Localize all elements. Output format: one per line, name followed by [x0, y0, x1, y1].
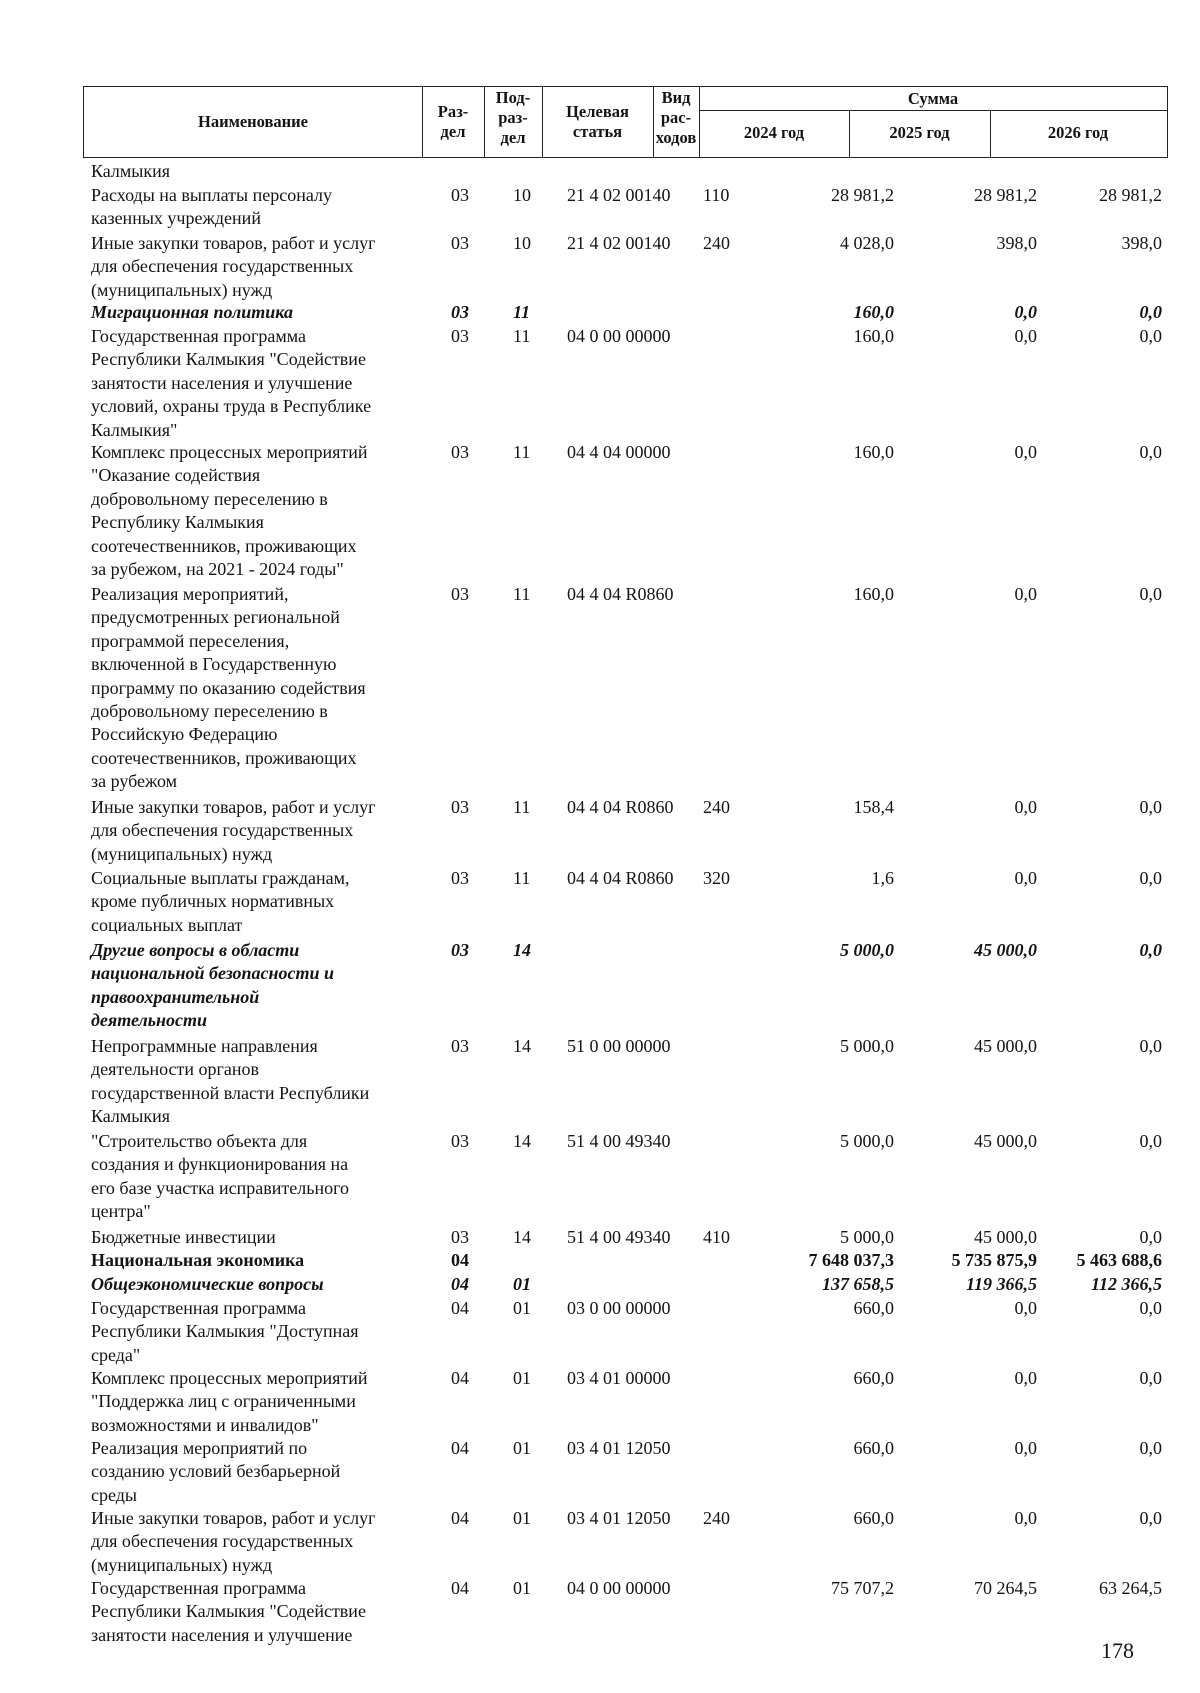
cell-y25: 119 366,5 — [965, 1274, 1037, 1294]
cell-sec: 03 — [451, 326, 469, 346]
header-2025: 2025 год — [889, 123, 950, 142]
cell-sub: 01 — [513, 1274, 531, 1294]
header-sum: Сумма — [907, 89, 959, 108]
cell-code: 03 0 00 00000 — [567, 1298, 671, 1318]
cell-sub: 10 — [513, 233, 531, 253]
cell-code: 04 0 00 00000 — [567, 326, 671, 346]
cell-y25: 28 981,2 — [974, 185, 1037, 205]
cell-y26: 0,0 — [1139, 302, 1162, 322]
row-name: Миграционная политика — [91, 302, 293, 322]
cell-y25: 0,0 — [1014, 868, 1037, 888]
cell-y25: 45 000,0 — [974, 1036, 1037, 1056]
cell-code: 03 4 01 12050 — [567, 1438, 671, 1458]
row-name: Бюджетные инвестиции — [91, 1227, 276, 1247]
cell-y26: 28 981,2 — [1099, 185, 1162, 205]
cell-y25: 45 000,0 — [974, 1131, 1037, 1151]
cell-y24: 137 658,5 — [822, 1274, 894, 1294]
cell-y25: 0,0 — [1014, 442, 1037, 462]
cell-y26: 398,0 — [1121, 233, 1162, 253]
cell-y26: 0,0 — [1139, 584, 1162, 604]
cell-sub: 11 — [513, 302, 531, 322]
cell-sec: 03 — [451, 868, 469, 888]
cell-vr: 110 — [703, 185, 730, 205]
cell-y25: 0,0 — [1014, 1508, 1037, 1528]
row-name: Иные закупки товаров, работ и услуг для обеспечения государственных (муниципальных) нужд — [91, 233, 376, 300]
cell-code: 51 0 00 00000 — [567, 1036, 671, 1056]
cell-code: 21 4 02 00140 — [567, 233, 671, 253]
row-name: Калмыкия — [91, 161, 171, 181]
cell-code: 04 4 04 00000 — [567, 442, 671, 462]
row-name: Реализация мероприятий, предусмотренных региональной программой переселения, включенной в Государственную программу по оказанию содействия добровольному переселению в Российскую Федерацию соотечественников, проживающих за рубежом — [91, 584, 366, 792]
cell-y24: 5 000,0 — [840, 1036, 894, 1056]
row-name: Государственная программа Республики Калмыкия "Содействие занятости населения и улучшение — [91, 1578, 366, 1645]
cell-y26: 0,0 — [1139, 1131, 1162, 1151]
cell-y25: 0,0 — [1014, 1438, 1037, 1458]
cell-sec: 03 — [451, 940, 469, 960]
cell-code: 04 4 04 R0860 — [567, 584, 674, 604]
cell-y25: 0,0 — [1014, 326, 1037, 346]
cell-sub: 01 — [513, 1368, 531, 1388]
cell-y24: 160,0 — [853, 302, 894, 322]
cell-sec: 03 — [451, 442, 469, 462]
cell-y26: 0,0 — [1139, 326, 1162, 346]
header-2024: 2024 год — [743, 123, 805, 142]
cell-sub: 01 — [513, 1508, 531, 1528]
cell-y26: 0,0 — [1139, 442, 1162, 462]
cell-vr: 320 — [703, 868, 730, 888]
cell-y26: 0,0 — [1139, 1298, 1162, 1318]
cell-y24: 28 981,2 — [831, 185, 894, 205]
cell-sec: 04 — [451, 1438, 469, 1458]
header-2026: 2026 год — [1047, 123, 1109, 142]
cell-sub: 14 — [513, 1227, 531, 1247]
cell-y26: 112 366,5 — [1090, 1274, 1162, 1294]
cell-y26: 0,0 — [1139, 1438, 1162, 1458]
cell-code: 03 4 01 00000 — [567, 1368, 671, 1388]
row-name: Комплекс процессных мероприятий "Поддержка лиц с ограниченными возможностями и инвалидов" — [91, 1368, 368, 1435]
cell-code: 21 4 02 00140 — [567, 185, 671, 205]
row-name: Общеэкономические вопросы — [91, 1274, 324, 1294]
cell-code: 04 0 00 00000 — [567, 1578, 671, 1598]
cell-sec: 03 — [451, 1036, 469, 1056]
cell-sub: 11 — [513, 326, 531, 346]
row-name: "Строительство объекта для создания и функционирования на его базе участка исправительного центра" — [91, 1131, 350, 1222]
cell-sec: 04 — [451, 1298, 469, 1318]
cell-y24: 660,0 — [853, 1298, 894, 1318]
cell-y24: 1,6 — [871, 868, 894, 888]
cell-y26: 5 463 688,6 — [1076, 1250, 1162, 1270]
cell-code: 04 4 04 R0860 — [567, 797, 674, 817]
cell-code: 51 4 00 49340 — [567, 1227, 671, 1247]
cell-sec: 04 — [451, 1274, 469, 1294]
cell-y26: 63 264,5 — [1099, 1578, 1162, 1598]
cell-sec: 03 — [451, 233, 469, 253]
cell-sub: 11 — [513, 584, 531, 604]
row-name: Государственная программа Республики Калмыкия "Содействие занятости населения и улучшение условий, охраны труда в Республике Калмыкия" — [91, 326, 372, 440]
cell-y24: 5 000,0 — [840, 1131, 894, 1151]
cell-y24: 5 000,0 — [840, 1227, 894, 1247]
row-name: Непрограммные направления деятельности органов государственной власти Республики Калмыкия — [91, 1036, 370, 1127]
cell-sub: 01 — [513, 1578, 531, 1598]
row-name: Иные закупки товаров, работ и услуг для обеспечения государственных (муниципальных) нужд — [91, 1508, 376, 1575]
cell-y24: 160,0 — [853, 326, 894, 346]
cell-y24: 660,0 — [853, 1438, 894, 1458]
cell-y24: 158,4 — [853, 797, 894, 817]
row-name: Комплекс процессных мероприятий "Оказание содействия добровольному переселению в Республику Калмыкия соотечественников, проживающих за рубежом, на 2021 - 2024 годы" — [91, 442, 368, 580]
cell-sec: 04 — [451, 1368, 469, 1388]
cell-sub: 11 — [513, 797, 531, 817]
cell-y24: 4 028,0 — [840, 233, 894, 253]
row-name: Реализация мероприятий по созданию условий безбарьерной среды — [91, 1438, 341, 1505]
cell-y26: 0,0 — [1139, 797, 1162, 817]
cell-y24: 7 648 037,3 — [808, 1250, 894, 1270]
page-number: 178 — [1101, 1638, 1134, 1663]
cell-y25: 398,0 — [996, 233, 1037, 253]
cell-code: 04 4 04 R0860 — [567, 868, 674, 888]
cell-sec: 03 — [451, 1131, 469, 1151]
cell-sec: 04 — [451, 1578, 469, 1598]
table-header — [83, 86, 1168, 158]
cell-y26: 0,0 — [1139, 1036, 1162, 1056]
cell-sub: 11 — [513, 442, 531, 462]
header-target: Целевая статья — [566, 102, 629, 141]
cell-sec: 03 — [451, 185, 469, 205]
cell-y25: 0,0 — [1014, 1298, 1037, 1318]
cell-y24: 160,0 — [853, 442, 894, 462]
header-expense-type: Вид рас- ходов — [655, 88, 697, 147]
header-subsection: Под- раз- дел — [495, 88, 531, 147]
cell-y25: 0,0 — [1014, 302, 1037, 322]
cell-sec: 04 — [451, 1250, 469, 1270]
cell-sec: 03 — [451, 1227, 469, 1247]
cell-y25: 5 735 875,9 — [951, 1250, 1037, 1270]
cell-code: 03 4 01 12050 — [567, 1508, 671, 1528]
row-name: Иные закупки товаров, работ и услуг для обеспечения государственных (муниципальных) нужд — [91, 797, 376, 864]
cell-sub: 14 — [513, 1036, 531, 1056]
cell-sub: 14 — [513, 1131, 531, 1151]
cell-sub: 11 — [513, 868, 531, 888]
cell-y25: 0,0 — [1014, 584, 1037, 604]
cell-y25: 0,0 — [1014, 797, 1037, 817]
cell-vr: 410 — [703, 1227, 730, 1247]
cell-y24: 160,0 — [853, 584, 894, 604]
cell-y24: 660,0 — [853, 1368, 894, 1388]
cell-sec: 03 — [451, 584, 469, 604]
cell-sub: 01 — [513, 1298, 531, 1318]
cell-y26: 0,0 — [1139, 1227, 1162, 1247]
cell-vr: 240 — [703, 233, 730, 253]
row-name: Расходы на выплаты персоналу казенных учреждений — [91, 185, 332, 229]
cell-y26: 0,0 — [1139, 940, 1162, 960]
cell-sub: 14 — [513, 940, 531, 960]
cell-vr: 240 — [703, 1508, 730, 1528]
cell-y26: 0,0 — [1139, 868, 1162, 888]
cell-y25: 45 000,0 — [974, 940, 1037, 960]
row-name: Государственная программа Республики Калмыкия "Доступная среда" — [91, 1298, 359, 1365]
cell-y24: 660,0 — [853, 1508, 894, 1528]
cell-sec: 03 — [451, 302, 469, 322]
cell-y26: 0,0 — [1139, 1508, 1162, 1528]
header-name: Наименование — [198, 112, 308, 131]
cell-sec: 03 — [451, 797, 469, 817]
cell-y25: 0,0 — [1014, 1368, 1037, 1388]
cell-sec: 04 — [451, 1508, 469, 1528]
cell-y24: 5 000,0 — [840, 940, 894, 960]
cell-y25: 70 264,5 — [974, 1578, 1037, 1598]
cell-code: 51 4 00 49340 — [567, 1131, 671, 1151]
cell-vr: 240 — [703, 797, 730, 817]
header-section: Раз- дел — [437, 102, 469, 141]
cell-y24: 75 707,2 — [831, 1578, 894, 1598]
row-name: Национальная экономика — [91, 1250, 305, 1270]
cell-sub: 01 — [513, 1438, 531, 1458]
cell-y25: 45 000,0 — [974, 1227, 1037, 1247]
row-name: Социальные выплаты гражданам, кроме публичных нормативных социальных выплат — [91, 868, 350, 935]
row-name: Другие вопросы в области национальной безопасности и правоохранительной деятельности — [91, 940, 334, 1031]
cell-sub: 10 — [513, 185, 531, 205]
cell-y26: 0,0 — [1139, 1368, 1162, 1388]
